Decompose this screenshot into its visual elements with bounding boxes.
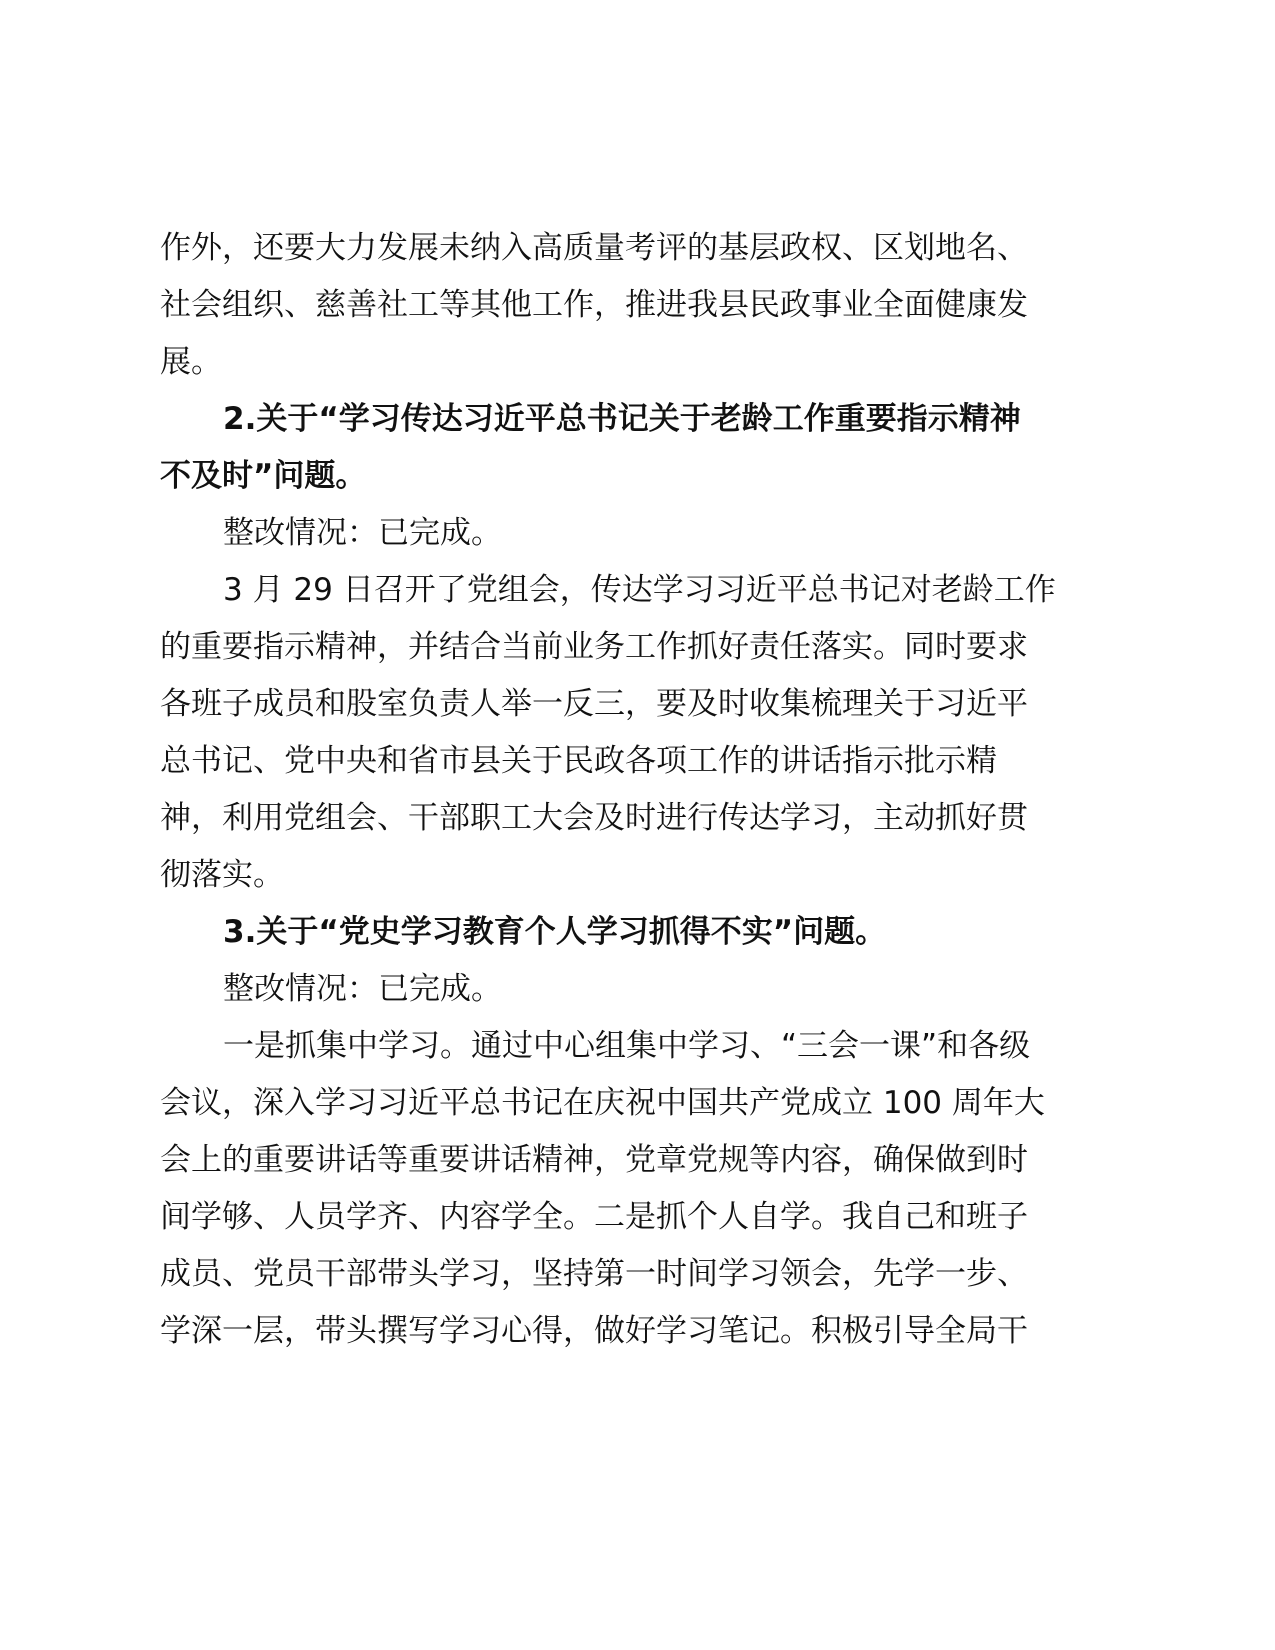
section-heading: 2.关于“学习传达习近平总书记关于老龄工作重要指示精神 (223, 401, 1021, 437)
text-line: 会议，深入学习习近平总书记在庆祝中国共产党成立 100 周年大 (160, 1085, 1045, 1121)
text-line: 学深一层，带头撰写学习心得，做好学习笔记。积极引导全局干 (160, 1313, 1028, 1349)
status-line: 整改情况：已完成。 (223, 971, 502, 1007)
status-line: 整改情况：已完成。 (223, 515, 502, 551)
text-line: 3 月 29 日召开了党组会，传达学习习近平总书记对老龄工作 (223, 572, 1056, 608)
document-body (160, 220, 1120, 1360)
text-line: 彻落实。 (160, 857, 284, 893)
section-heading: 3.关于“党史学习教育个人学习抓得不实”问题。 (223, 914, 887, 950)
text-line: 社会组织、慈善社工等其他工作，推进我县民政事业全面健康发 (160, 287, 1028, 323)
text-line: 会上的重要讲话等重要讲话精神，党章党规等内容，确保做到时 (160, 1142, 1028, 1178)
text-line: 展。 (160, 344, 222, 380)
text-line: 神，利用党组会、干部职工大会及时进行传达学习，主动抓好贯 (160, 800, 1028, 836)
text-line: 各班子成员和股室负责人举一反三，要及时收集梳理关于习近平 (160, 686, 1028, 722)
text-line: 成员、党员干部带头学习，坚持第一时间学习领会，先学一步、 (160, 1256, 1028, 1292)
text-line: 间学够、人员学齐、内容学全。二是抓个人自学。我自己和班子 (160, 1199, 1028, 1235)
text-line: 一是抓集中学习。通过中心组集中学习、“三会一课”和各级 (223, 1028, 1031, 1064)
text-line: 作外，还要大力发展未纳入高质量考评的基层政权、区划地名、 (160, 230, 1028, 266)
section-heading: 不及时”问题。 (160, 458, 367, 494)
text-line: 的重要指示精神，并结合当前业务工作抓好责任落实。同时要求 (160, 629, 1028, 665)
text-line: 总书记、党中央和省市县关于民政各项工作的讲话指示批示精 (160, 743, 997, 779)
